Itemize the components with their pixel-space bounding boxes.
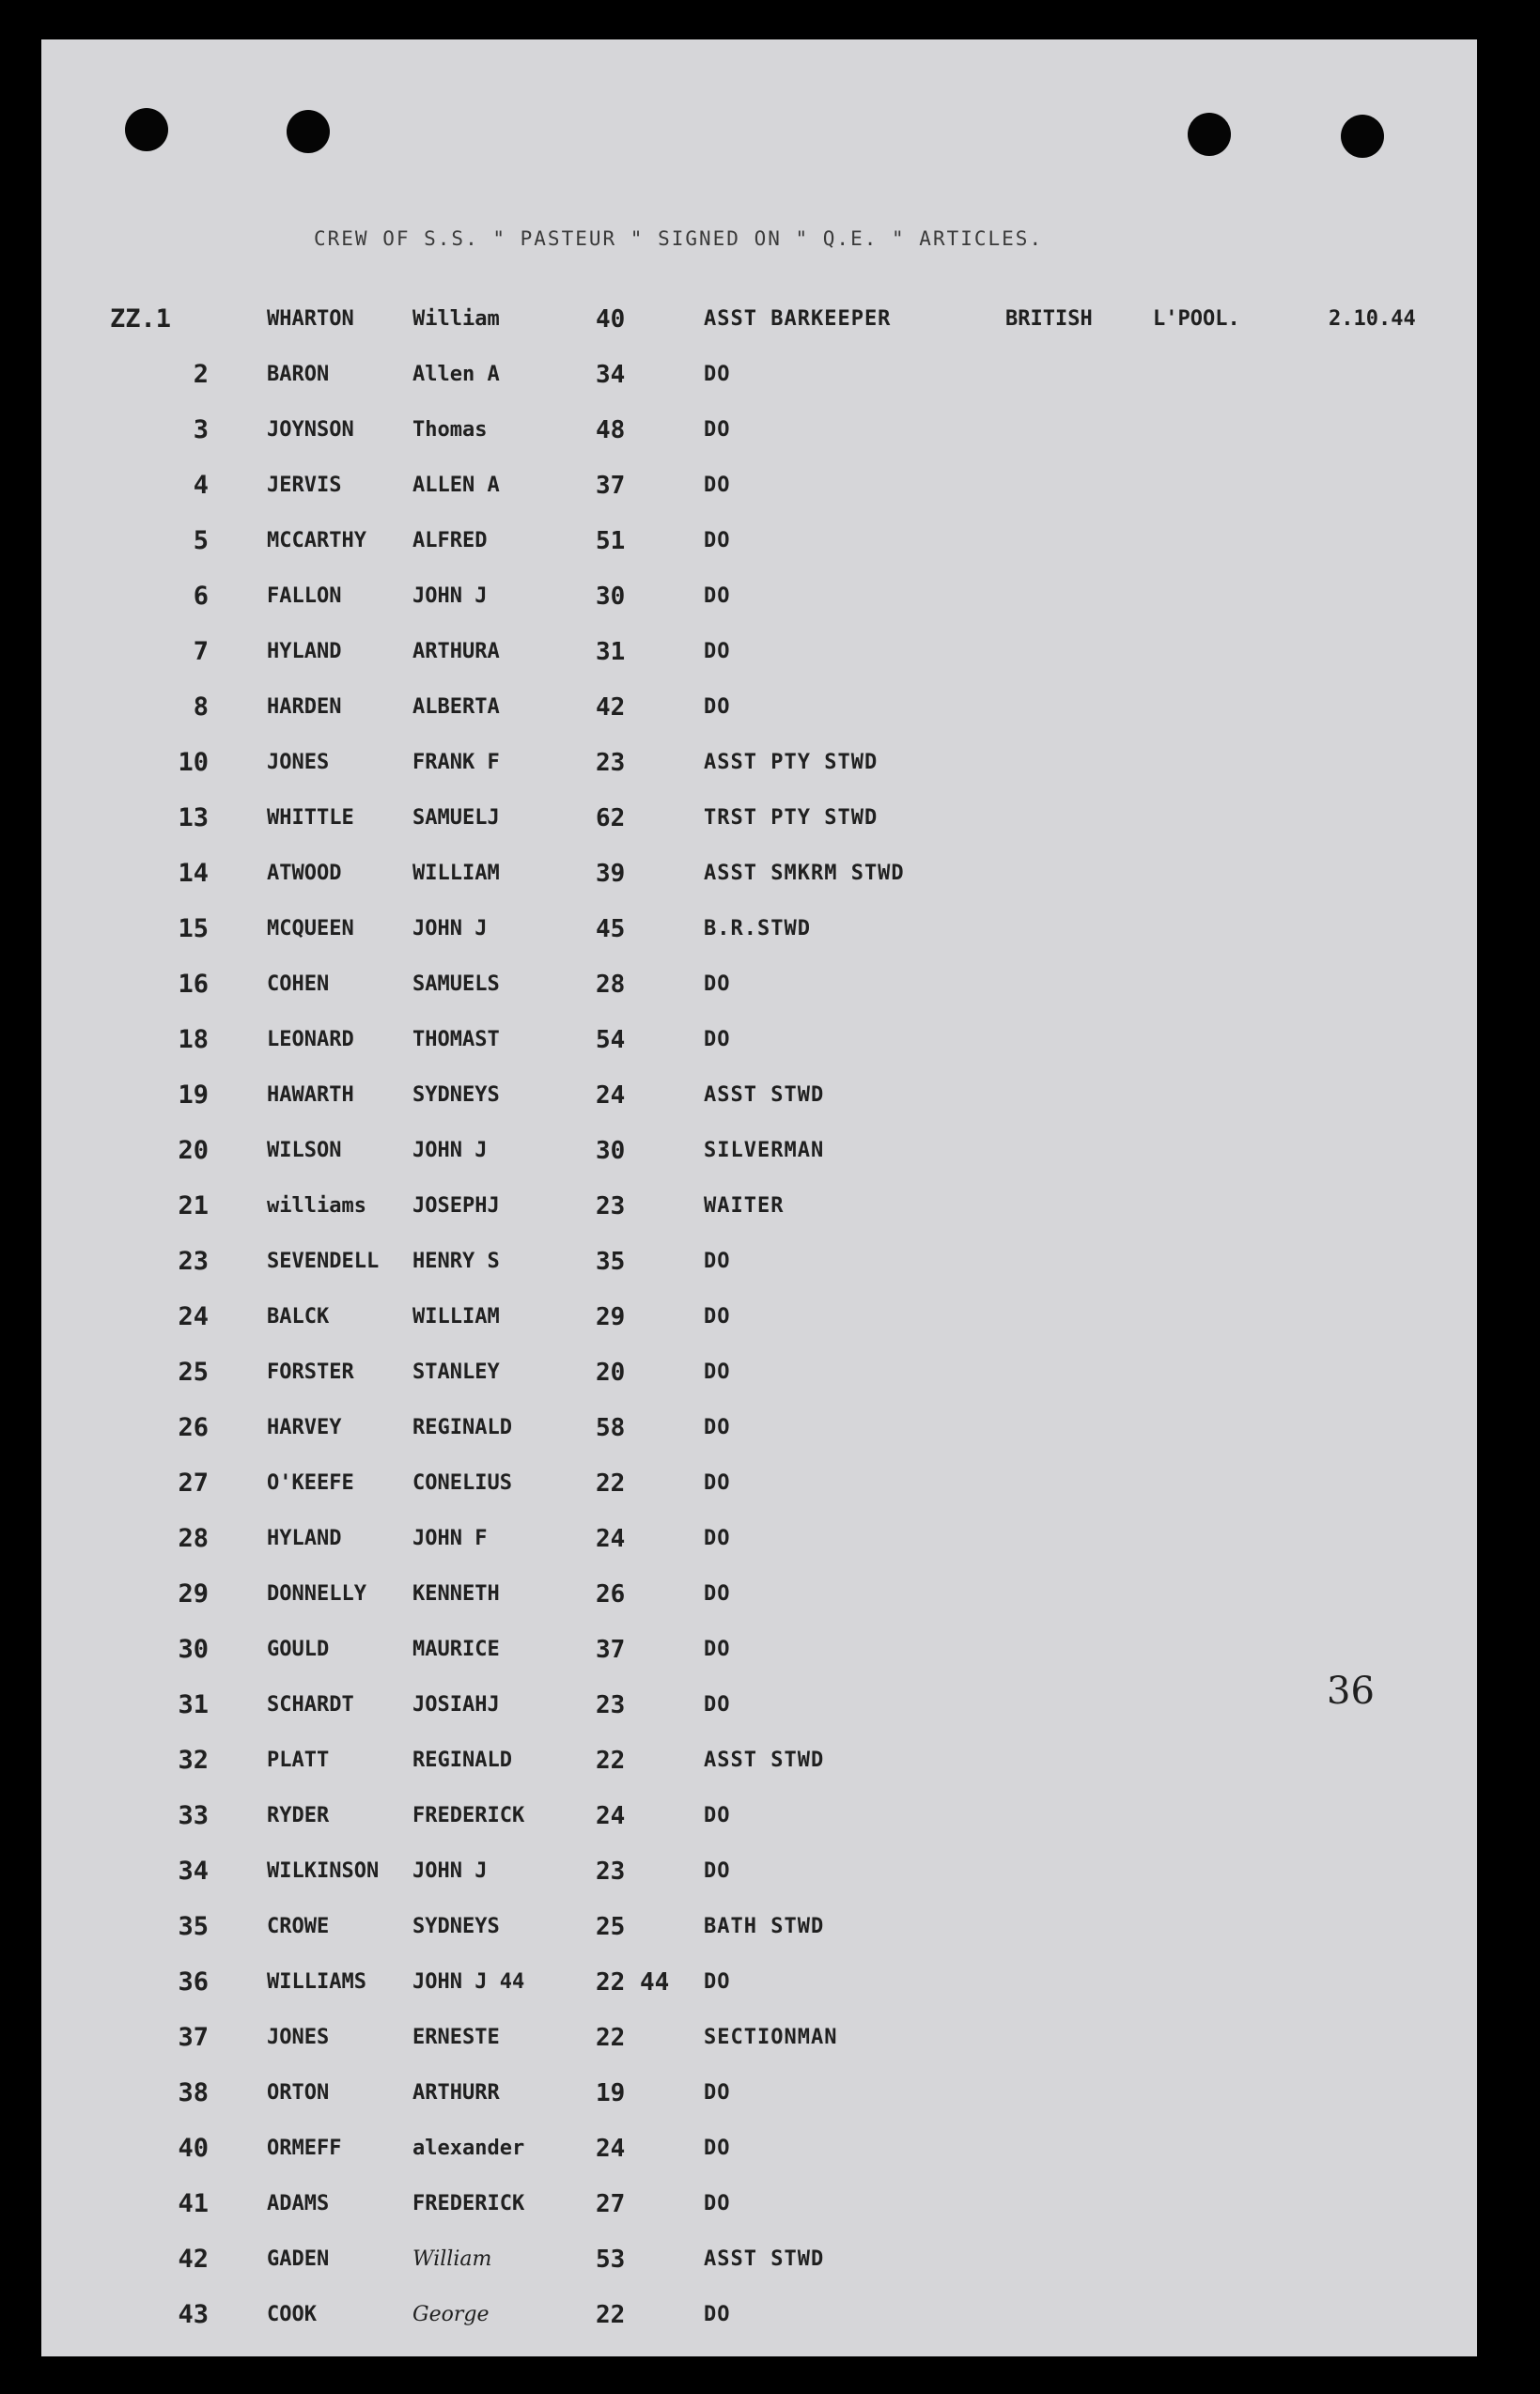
crew-age: 25 xyxy=(596,1913,626,1941)
crew-surname: JERVIS xyxy=(267,474,342,497)
crew-row xyxy=(41,1908,1477,1946)
crew-rating: DO xyxy=(704,695,731,719)
crew-rating: DO xyxy=(704,2137,731,2160)
crew-row xyxy=(41,2296,1477,2334)
crew-surname: ORTON xyxy=(267,2081,330,2105)
crew-given: William xyxy=(412,307,500,331)
crew-given: ARTHURR xyxy=(412,2081,500,2105)
crew-given: ARTHURA xyxy=(412,640,500,663)
crew-surname: ADAMS xyxy=(267,2192,330,2215)
crew-age: 23 xyxy=(596,1192,626,1220)
crew-rating: DO xyxy=(704,1804,731,1827)
crew-row xyxy=(41,800,1477,837)
crew-no: 19 xyxy=(178,1080,209,1110)
crew-no: 4 xyxy=(193,471,209,500)
crew-given: FREDERICK xyxy=(412,2192,525,2215)
crew-no: 28 xyxy=(178,1524,209,1553)
crew-given: FREDERICK xyxy=(412,1804,525,1827)
crew-row xyxy=(41,1021,1477,1059)
crew-given: JOHN J xyxy=(412,584,488,608)
crew-rating: DO xyxy=(704,1360,731,1384)
crew-age: 62 xyxy=(596,804,626,832)
crew-row xyxy=(41,633,1477,671)
crew-age: 22 xyxy=(596,1469,626,1498)
crew-row xyxy=(41,744,1477,782)
crew-age: 27 xyxy=(596,2190,626,2218)
crew-rating: ASST STWD xyxy=(704,1749,825,1772)
crew-surname: HARVEY xyxy=(267,1416,342,1439)
crew-rating: WAITER xyxy=(704,1194,785,1218)
crew-row xyxy=(41,1465,1477,1502)
crew-given: KENNETH xyxy=(412,1582,500,1606)
crew-surname: WHITTLE xyxy=(267,806,354,830)
crew-given: JOHN J 44 xyxy=(412,1970,525,1994)
crew-rating: DO xyxy=(704,1416,731,1439)
crew-age: 22 xyxy=(596,1747,626,1775)
crew-nationality: BRITISH xyxy=(1005,307,1093,331)
crew-age: 19 xyxy=(596,2079,626,2107)
crew-rating: B.R.STWD xyxy=(704,917,811,940)
crew-surname: JOYNSON xyxy=(267,418,354,442)
crew-no: 32 xyxy=(178,1746,209,1775)
crew-age: 42 xyxy=(596,693,626,722)
crew-surname: BALCK xyxy=(267,1305,330,1329)
crew-age: 54 xyxy=(596,1026,626,1054)
crew-no: 5 xyxy=(193,526,209,555)
crew-row xyxy=(41,2075,1477,2112)
crew-rating: DO xyxy=(704,1250,731,1273)
crew-no: 34 xyxy=(178,1857,209,1886)
crew-given: George xyxy=(412,2303,490,2326)
crew-age: 22 xyxy=(596,2024,626,2052)
crew-age: 26 xyxy=(596,1580,626,1609)
crew-age: 53 xyxy=(596,2246,626,2274)
crew-surname: HAWARTH xyxy=(267,1083,354,1107)
crew-surname: COOK xyxy=(267,2303,317,2326)
crew-age: 23 xyxy=(596,1691,626,1719)
crew-row xyxy=(41,2241,1477,2278)
crew-no: 26 xyxy=(178,1413,209,1442)
crew-rating: DO xyxy=(704,2303,731,2326)
crew-rating: DO xyxy=(704,529,731,552)
crew-row xyxy=(41,356,1477,394)
crew-age: 24 xyxy=(596,1081,626,1110)
crew-no: 18 xyxy=(178,1025,209,1054)
crew-row xyxy=(41,1243,1477,1281)
crew-age: 24 xyxy=(596,1525,626,1553)
crew-surname: COHEN xyxy=(267,972,330,996)
crew-row xyxy=(41,301,1477,338)
crew-surname: SEVENDELL xyxy=(267,1250,380,1273)
crew-rating: DO xyxy=(704,1638,731,1661)
crew-given: JOHN J xyxy=(412,917,488,940)
crew-row xyxy=(41,1576,1477,1613)
crew-list xyxy=(41,39,1477,2356)
crew-rating: DO xyxy=(704,1970,731,1994)
crew-age: 45 xyxy=(596,915,626,943)
crew-no: 33 xyxy=(178,1801,209,1830)
crew-age: 22 44 xyxy=(596,1968,670,1997)
crew-row xyxy=(41,1132,1477,1170)
crew-rating: DO xyxy=(704,584,731,608)
crew-no: 30 xyxy=(178,1635,209,1664)
crew-given: alexander xyxy=(412,2137,525,2160)
crew-age: 37 xyxy=(596,1636,626,1664)
crew-rating: DO xyxy=(704,2081,731,2105)
crew-rating: DO xyxy=(704,1859,731,1883)
crew-row xyxy=(41,1797,1477,1835)
crew-given: JOSEPHJ xyxy=(412,1194,500,1218)
crew-surname: WHARTON xyxy=(267,307,354,331)
crew-port: L'POOL. xyxy=(1153,307,1240,331)
crew-row xyxy=(41,910,1477,948)
crew-age: 31 xyxy=(596,638,626,666)
crew-row xyxy=(41,2130,1477,2168)
crew-row xyxy=(41,1354,1477,1391)
crew-surname: FALLON xyxy=(267,584,342,608)
crew-age: 35 xyxy=(596,1248,626,1276)
crew-no: 37 xyxy=(178,2023,209,2052)
crew-rating: SILVERMAN xyxy=(704,1139,825,1162)
crew-surname: BARON xyxy=(267,363,330,386)
crew-age: 20 xyxy=(596,1359,626,1387)
crew-surname: GOULD xyxy=(267,1638,330,1661)
crew-no: 6 xyxy=(193,582,209,611)
crew-given: SYDNEYS xyxy=(412,1915,500,1938)
crew-given: JOSIAHJ xyxy=(412,1693,500,1717)
crew-given: ALLEN A xyxy=(412,474,500,497)
crew-surname: DONNELLY xyxy=(267,1582,366,1606)
crew-surname: HYLAND xyxy=(267,1527,342,1550)
crew-row xyxy=(41,1853,1477,1890)
crew-age: 23 xyxy=(596,1858,626,1886)
crew-rating: DO xyxy=(704,2192,731,2215)
crew-given: STANLEY xyxy=(412,1360,500,1384)
crew-row xyxy=(41,1077,1477,1114)
crew-given: JOHN J xyxy=(412,1139,488,1162)
crew-no: 13 xyxy=(178,803,209,832)
crew-surname: HYLAND xyxy=(267,640,342,663)
crew-surname: WILLIAMS xyxy=(267,1970,366,1994)
crew-rating: DO xyxy=(704,474,731,497)
crew-row xyxy=(41,412,1477,449)
crew-rating: ASST PTY STWD xyxy=(704,751,879,774)
crew-rating: ASST BARKEEPER xyxy=(704,307,892,331)
crew-given: FRANK F xyxy=(412,751,500,774)
crew-surname: O'KEEFE xyxy=(267,1471,354,1495)
crew-no: 15 xyxy=(178,914,209,943)
crew-surname: GADEN xyxy=(267,2247,330,2271)
crew-given: JOHN J xyxy=(412,1859,488,1883)
crew-age: 39 xyxy=(596,860,626,888)
crew-no: 2 xyxy=(193,360,209,389)
crew-no: 43 xyxy=(178,2300,209,2329)
crew-rating: DO xyxy=(704,1471,731,1495)
crew-age: 30 xyxy=(596,583,626,611)
crew-row xyxy=(41,522,1477,560)
crew-no: 35 xyxy=(178,1912,209,1941)
crew-surname: RYDER xyxy=(267,1804,330,1827)
crew-surname: WILKINSON xyxy=(267,1859,380,1883)
crew-row xyxy=(41,1409,1477,1447)
crew-no: 25 xyxy=(178,1358,209,1387)
crew-surname: MCQUEEN xyxy=(267,917,354,940)
crew-age: 24 xyxy=(596,1802,626,1830)
crew-given: REGINALD xyxy=(412,1749,512,1772)
crew-rating: TRST PTY STWD xyxy=(704,806,879,830)
crew-row xyxy=(41,578,1477,615)
crew-row xyxy=(41,1520,1477,1558)
crew-rating: DO xyxy=(704,1305,731,1329)
document-page xyxy=(41,39,1477,2356)
crew-rating: DO xyxy=(704,640,731,663)
crew-age: 34 xyxy=(596,361,626,389)
crew-age: 30 xyxy=(596,1137,626,1165)
crew-row xyxy=(41,2019,1477,2057)
crew-surname: williams xyxy=(267,1194,366,1218)
crew-given: CONELIUS xyxy=(412,1471,512,1495)
crew-no: 42 xyxy=(178,2245,209,2274)
crew-no: 14 xyxy=(178,859,209,888)
crew-rating: DO xyxy=(704,418,731,442)
crew-given: JOHN F xyxy=(412,1527,488,1550)
crew-surname: SCHARDT xyxy=(267,1693,354,1717)
crew-no: ZZ.1 xyxy=(109,304,171,334)
crew-no: 7 xyxy=(193,637,209,666)
crew-no: 20 xyxy=(178,1136,209,1165)
crew-no: 23 xyxy=(178,1247,209,1276)
crew-age: 28 xyxy=(596,971,626,999)
crew-given: THOMAST xyxy=(412,1028,500,1051)
crew-surname: PLATT xyxy=(267,1749,330,1772)
crew-no: 41 xyxy=(178,2189,209,2218)
crew-row xyxy=(41,467,1477,505)
crew-no: 31 xyxy=(178,1690,209,1719)
crew-given: ALBERTA xyxy=(412,695,500,719)
crew-rating: ASST STWD xyxy=(704,2247,825,2271)
crew-row xyxy=(41,966,1477,1003)
crew-no: 40 xyxy=(178,2134,209,2163)
crew-no: 38 xyxy=(178,2078,209,2107)
crew-age: 48 xyxy=(596,416,626,444)
crew-age: 22 xyxy=(596,2301,626,2329)
crew-given: William xyxy=(412,2247,492,2271)
crew-given: Thomas xyxy=(412,418,488,442)
crew-given: ALFRED xyxy=(412,529,488,552)
crew-surname: CROWE xyxy=(267,1915,330,1938)
crew-row xyxy=(41,1631,1477,1669)
crew-surname: JONES xyxy=(267,751,330,774)
crew-row xyxy=(41,689,1477,726)
crew-rating: BATH STWD xyxy=(704,1915,825,1938)
crew-given: ERNESTE xyxy=(412,2026,500,2049)
crew-surname: MCCARTHY xyxy=(267,529,366,552)
crew-surname: FORSTER xyxy=(267,1360,354,1384)
crew-age: 37 xyxy=(596,472,626,500)
crew-given: WILLIAM xyxy=(412,1305,500,1329)
crew-rating: DO xyxy=(704,1028,731,1051)
crew-date: 2.10.44 xyxy=(1329,307,1416,331)
crew-rating: ASST SMKRM STWD xyxy=(704,862,905,885)
crew-rating: DO xyxy=(704,1693,731,1717)
crew-no: 36 xyxy=(178,1967,209,1997)
crew-surname: ORMEFF xyxy=(267,2137,342,2160)
crew-no: 10 xyxy=(178,748,209,777)
page-number: 36 xyxy=(1327,1670,1375,1713)
crew-rating: DO xyxy=(704,972,731,996)
crew-rating: ASST STWD xyxy=(704,1083,825,1107)
crew-given: SAMUELS xyxy=(412,972,500,996)
crew-surname: HARDEN xyxy=(267,695,342,719)
crew-row xyxy=(41,2185,1477,2223)
crew-given: Allen A xyxy=(412,363,500,386)
crew-given: SAMUELJ xyxy=(412,806,500,830)
crew-rating: DO xyxy=(704,363,731,386)
crew-row xyxy=(41,1298,1477,1336)
crew-age: 29 xyxy=(596,1303,626,1331)
crew-rating: SECTIONMAN xyxy=(704,2026,838,2049)
crew-row xyxy=(41,1742,1477,1780)
crew-given: MAURICE xyxy=(412,1638,500,1661)
crew-no: 29 xyxy=(178,1579,209,1609)
crew-no: 16 xyxy=(178,970,209,999)
crew-age: 40 xyxy=(596,305,626,334)
crew-given: SYDNEYS xyxy=(412,1083,500,1107)
crew-given: WILLIAM xyxy=(412,862,500,885)
crew-no: 21 xyxy=(178,1191,209,1220)
crew-surname: WILSON xyxy=(267,1139,342,1162)
crew-given: HENRY S xyxy=(412,1250,500,1273)
document-heading: CREW OF S.S. " PASTEUR " SIGNED ON " Q.E. " ARTICLES. xyxy=(314,227,1044,250)
crew-no: 3 xyxy=(193,415,209,444)
crew-row xyxy=(41,855,1477,893)
crew-surname: ATWOOD xyxy=(267,862,342,885)
crew-no: 8 xyxy=(193,692,209,722)
crew-row xyxy=(41,1188,1477,1225)
crew-age: 51 xyxy=(596,527,626,555)
crew-age: 24 xyxy=(596,2135,626,2163)
crew-surname: JONES xyxy=(267,2026,330,2049)
crew-rating: DO xyxy=(704,1582,731,1606)
crew-age: 23 xyxy=(596,749,626,777)
crew-no: 24 xyxy=(178,1302,209,1331)
crew-row xyxy=(41,1687,1477,1724)
crew-rating: DO xyxy=(704,1527,731,1550)
crew-given: REGINALD xyxy=(412,1416,512,1439)
crew-row xyxy=(41,1964,1477,2001)
crew-surname: LEONARD xyxy=(267,1028,354,1051)
crew-age: 58 xyxy=(596,1414,626,1442)
crew-no: 27 xyxy=(178,1469,209,1498)
